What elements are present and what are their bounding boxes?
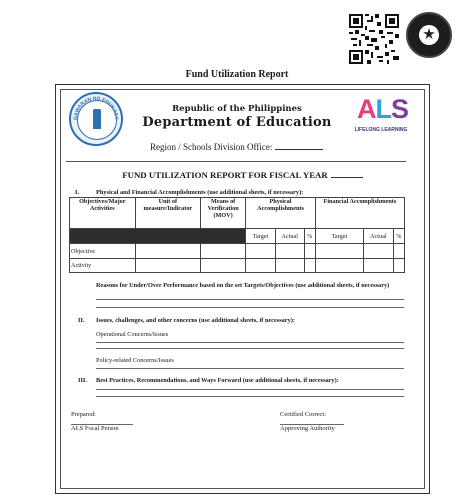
section-3-heading: Best Practices, Recommendations, and Ways Forward (use additional sheets, if necessary): [96, 377, 339, 384]
answer-line [96, 342, 404, 343]
department-heading: Department of Education [142, 115, 332, 130]
prepared-by: ALS Focal Person [71, 425, 119, 432]
als-tagline: LIFELONG LEARNING [354, 127, 408, 133]
subheader-actual: Actual [363, 229, 393, 244]
row-label-objective: Objective [70, 244, 136, 259]
header-physical: Physical Accomplishments [246, 198, 316, 229]
subheader-target: Target [246, 229, 276, 244]
subheader-actual: Actual [275, 229, 304, 244]
row-label-activity: Activity [70, 259, 136, 273]
certified-by: Approving Authority [280, 425, 335, 432]
accomplishments-table [69, 197, 405, 273]
section-1-heading: Physical and Financial Accomplishments (use additional sheets, if necessary): [96, 189, 304, 196]
subheader-percent: % [304, 229, 315, 244]
prepared-label: Prepared: [71, 411, 96, 418]
department-seal-icon [69, 92, 123, 146]
deped-seal-icon [406, 12, 452, 58]
section-2-heading: Issues, challenges, and other concerns (use additional sheets, if necessary): [96, 317, 295, 324]
als-logo: ALS LIFELONG LEARNING [357, 94, 403, 138]
policy-concerns-label: Policy-related Concerns/Issues [96, 357, 174, 364]
answer-line [96, 307, 404, 308]
answer-line [96, 299, 404, 300]
svg-text:KAGAWARAN NG EDUKASYON: GAWARAN NG EDUKASY [72, 95, 120, 121]
region-label: Region / Schools Division Office: [150, 142, 273, 152]
qr-code [349, 14, 399, 64]
document-title: Fund Utilization Report [185, 69, 289, 80]
report-title: FUND UTILIZATION REPORT FOR FISCAL YEAR [60, 170, 425, 180]
header-objectives: Objectives/Major Activities [70, 198, 136, 229]
region-field [150, 141, 323, 152]
subheader-target: Target [315, 229, 363, 244]
header-divider [66, 161, 406, 162]
section-2-number: II. [78, 317, 85, 324]
answer-line [96, 368, 404, 369]
section-3-number: III. [78, 377, 87, 384]
answer-line [96, 389, 404, 390]
header-unit: Unit of measure/Indicator [135, 198, 201, 229]
header-mov: Means of Verification (MOV) [201, 198, 246, 229]
section-1-number: I. [75, 189, 80, 196]
subheader-percent: % [393, 229, 404, 244]
answer-line [96, 396, 404, 397]
certified-label: Certified Correct: [280, 411, 327, 418]
answer-line [96, 348, 404, 349]
table-row [70, 244, 405, 259]
operational-concerns-label: Operational Concerns/Issues [96, 331, 169, 338]
republic-heading: Republic of the Philippines [172, 104, 302, 114]
header-financial: Financial Accomplishments [315, 198, 404, 229]
reasons-heading: Reasons for Under/Over Performance based on the set Targets/Objectives (use additional sheets, if necessary) [96, 282, 390, 289]
table-row [70, 259, 405, 273]
region-blank [275, 141, 323, 150]
fiscal-year-blank [331, 170, 363, 178]
shaded-cell [70, 229, 246, 244]
